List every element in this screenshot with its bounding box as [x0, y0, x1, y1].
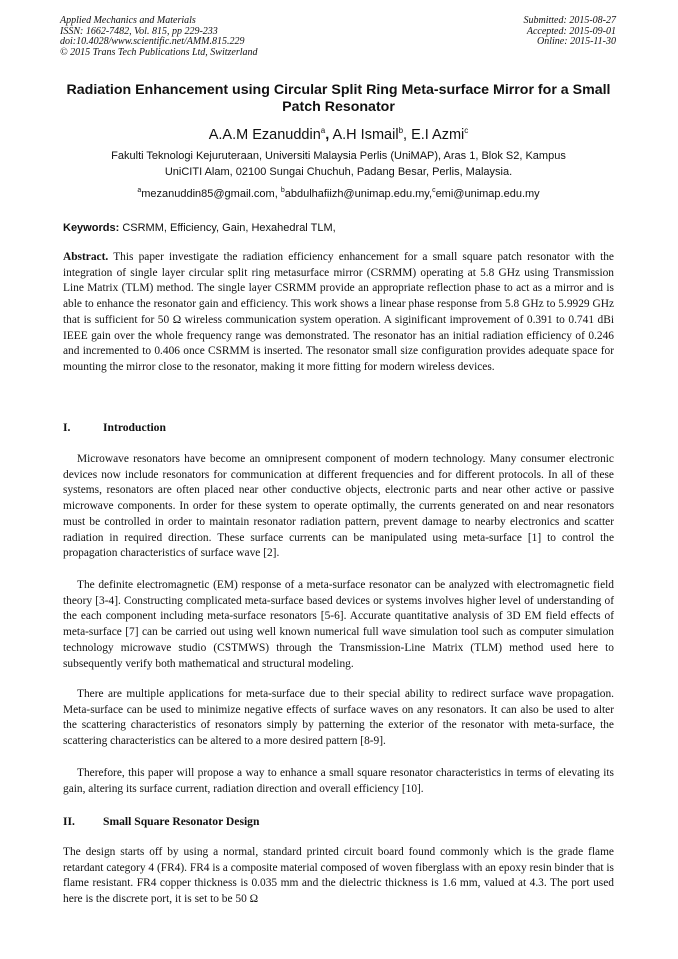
online-date: Online: 2015-11-30 — [537, 36, 616, 48]
author-sup: c — [464, 126, 469, 135]
intro-paragraph: Therefore, this paper will propose a way to enhance a small square resonator characteristics in terms of elevating its gain, altering its surface current, radiation direction and overall efficiency [10]. — [63, 767, 614, 795]
email-sup: a — [137, 187, 142, 194]
section-heading — [63, 421, 166, 435]
intro-paragraph: The definite electromagnetic (EM) response of a meta-surface resonator can be analyzed with electromagnetic field theory [3-4]. Constructing complicated meta-surface based devices or systems involves higher level of understanding of the each component including meta-surface resonators [5-6]. Accurate quantitative analysis of 3D EM field effects of meta-surface [7] can be carried out using well known numerical full wave simulation tool such as computer simulation technology microwave studio (CSTMWS) through the Transmission-Line Matrix (TLM) method used here to subsequently verify both mathematical and structural modeling. — [63, 579, 614, 670]
section-number: I. — [63, 421, 71, 434]
submitted-date: Submitted: 2015-08-27 — [523, 15, 616, 26]
intro-paragraph: Microwave resonators have become an omnipresent component of modern technology. Many consumer electronic devices now include resonators for communication at different frequencies and for different protocols. In all of these systems, resonators are often placed near other conductive objects, electronic parts and near other active or passive microwave components. In order for these system to operate optimally, the currents generated on and near resonators must be controlled in order to maintain resonator radiation pattern, prevent damage to nearby electronics and scatter radiation in required direction. These surface currents can be manipulated using meta-surface [1] to control the propagation characteristics of surface wave [2]. — [63, 453, 614, 560]
dates-header — [524, 16, 617, 48]
affiliation-line: Fakulti Teknologi Kejuruteraan, Universiti Malaysia Perlis (UniMAP), Aras 1, Blok S2, Kampus — [111, 150, 566, 162]
keywords-label: Keywords: — [63, 222, 120, 234]
affiliation — [60, 148, 617, 180]
email-link[interactable]: abdulhafiizh@unimap.edu.my — [284, 188, 429, 200]
copyright-line: © 2015 Trans Tech Publications Ltd, Switzerland — [60, 46, 258, 58]
email-link[interactable]: emi@unimap.edu.my — [435, 188, 540, 200]
author-list: A.A.M Ezanuddin$^a$, A.H Ismail$^b$, E.I Azmi$^c$ — [208, 126, 469, 143]
email-sup: c — [432, 187, 436, 194]
issn-line: ISSN: 1662-7482, Vol. 815, pp 229-233 — [60, 25, 218, 37]
abstract-label: Abstract. — [63, 251, 109, 263]
accepted-date: Accepted: 2015-09-01 — [526, 25, 616, 37]
keywords-text: CSRMM, Efficiency, Gain, Hexahedral TLM, — [122, 222, 336, 234]
author-name: A.H Ismail — [332, 127, 399, 143]
author-name: E.I Azmi — [411, 127, 465, 143]
intro-paragraph: There are multiple applications for meta-surface due to their special ability to redirect surface wave propagation. Meta-surface can be used to minimize negative effects of surface waves on any resonators. It can also be used to alter the scattering characteristics of resonators simply by patterning the exterior of the resonator with meta-surface, the scattering characteristics can be altered to a more desired pattern [8-9]. — [63, 688, 614, 748]
abstract — [63, 250, 614, 376]
author-sup: a — [320, 126, 326, 135]
section-heading — [63, 815, 259, 829]
journal-name: Applied Mechanics and Materials — [60, 15, 196, 26]
doi-line[interactable]: doi:10.4028/www.scientific.net/AMM.815.229 — [60, 36, 245, 48]
abstract-text: This paper investigate the radiation efficiency enhancement for a small square patch resonator with the integration of single layer circular split ring metasurface mirror (CSRMM) operating at 5.8 GHz using Transmission Line Matrix (TLM) method. The single layer CSRMM provide an appropriate reflection phase to act as a mirror and is able to enhance the resonator gain and efficiency. This work shows a linear phase response from 5.8 GHz to 5.9929 GHz that is sufficient for 50 Ω wireless communication system operation. A siginificant improvement of 0.391 to 0.741 dBi IEEE gain over the whole frequency range was demonstrated. The resonator has an initial radiation efficiency of 0.246 and incremented to 0.406 once CSRMM is inserted. The resonator small size configuration provides adequate space for mounting the mirror close to the resonator, making it more fitting for modern wireless devices. — [63, 251, 614, 373]
email-link[interactable]: mezanuddin85@gmail.com — [141, 188, 275, 200]
author-name: A.A.M Ezanuddin — [208, 127, 321, 143]
email-list: $^a$mezanuddin85@gmail.com, $^b$abdulhafiizh@unimap.edu.my,$^c$emi@unimap.edu.my — [137, 187, 540, 200]
journal-header — [60, 16, 258, 58]
keywords — [63, 221, 615, 235]
section-title: Small Square Resonator Design — [103, 815, 260, 828]
author-sup: b — [398, 126, 404, 135]
affiliation-line: UniCITI Alam, 02100 Sungai Chuchuh, Padang Besar, Perlis, Malaysia. — [164, 166, 513, 178]
section-title: Introduction — [103, 421, 166, 434]
section-number: II. — [63, 815, 75, 828]
paper-title: Radiation Enhancement using Circular Split Ring Meta-surface Mirror for a Small Patch Resonator — [66, 82, 611, 115]
email-sup: b — [280, 187, 285, 194]
design-paragraph: The design starts off by using a normal, standard printed circuit board found commonly which is the grade flame retardant category 4 (FR4). FR4 is a composite material composed of woven fiberglass with an epoxy resin binder that is flame resistant. FR4 copper thickness is 0.035 mm and the dielectric thickness is 1.6 mm, valued at 4.3. The port used here is the discrete port, it is set to be 50 Ω — [63, 846, 614, 906]
